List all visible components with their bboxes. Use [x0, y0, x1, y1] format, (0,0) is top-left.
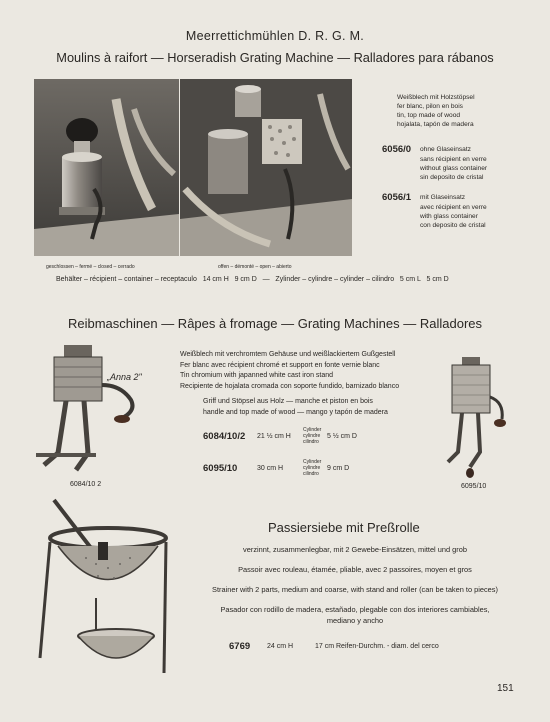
material-line: tin, top made of wood	[397, 112, 461, 119]
description-line: Strainer with 2 parts, medium and coarse, with stand and roller (can be taken to pieces)	[212, 585, 498, 594]
desc-line: con deposito de cristal	[420, 222, 486, 229]
mill-dimensions: Behälter – récipient – container – receptaculo 14 cm H 9 cm D — Zylinder – cylindre – cylinder – cilindro 5 cm L 5 cm D	[56, 276, 449, 283]
horseradish-mill-closed-image	[34, 79, 179, 256]
product-code: 6056/1	[382, 192, 412, 203]
desc-line: ohne Glaseinsatz	[420, 146, 471, 153]
material-line: hojalata, tapón de madera	[397, 121, 474, 128]
desc-line: avec récipient en verre	[420, 204, 487, 211]
anna-label: „Anna 2"	[107, 372, 142, 382]
cyl-line: cilindro	[303, 439, 319, 445]
strainer-title: Passiersiebe mit Preßrolle	[268, 520, 420, 535]
material-line: Weißblech mit Holzstöpsel	[397, 94, 475, 101]
page-heading: Meerrettichmühlen D. R. G. M.	[185, 29, 365, 43]
product-code: 6095/10	[203, 462, 238, 474]
product-6769	[229, 641, 439, 652]
product-dimensions: 17 cm Reifen-Durchm. - diam. del cerco	[315, 643, 439, 650]
grater-grip	[203, 397, 433, 418]
cyl-line: cylindre	[303, 433, 321, 439]
desc-line: with glass container	[420, 213, 478, 220]
grater-6095-image	[440, 357, 510, 481]
desc-line: without glass container	[420, 165, 488, 172]
desc-line: sans récipient en verre	[420, 156, 487, 163]
cyl-line: cylindre	[303, 465, 321, 471]
strainer-image	[36, 498, 176, 683]
grip-line: Griff und Stöpsel aus Holz — manche et piston en bois	[203, 398, 373, 405]
material-line: Tin chromium with japanned white cast iron stand	[180, 372, 334, 379]
grating-machines-title: Reibmaschinen — Râpes à fromage — Grating Machines — Ralladores	[67, 316, 483, 331]
cyl-line: Cylinder	[303, 459, 322, 465]
caption-closed: geschlossen – fermé – closed – cerrado	[46, 264, 135, 270]
product-6056-1	[382, 192, 542, 230]
product-diameter: 5 ½ cm D	[327, 432, 357, 440]
grip-line: handle and top made of wood — mango y tapón de madera	[203, 408, 388, 416]
grater-left-label: 6084/10 2	[70, 481, 102, 488]
photo-closed	[34, 79, 179, 256]
strainer-description	[170, 544, 540, 626]
page-number: 151	[497, 683, 514, 694]
caption-open: offen – démonté – open – abierto	[218, 264, 292, 270]
page-subheading: Moulins à raifort — Horseradish Grating Machine — Ralladores para rábanos	[56, 50, 494, 65]
product-6056-0	[382, 144, 542, 182]
description-line: Pasador con rodillo de madera, estañado, plegable con dos interiores cambiables,	[220, 605, 490, 614]
product-code: 6056/0	[382, 144, 412, 155]
product-height: 30 cm H	[257, 464, 284, 472]
cyl-line: cilindro	[303, 471, 319, 477]
product-code: 6084/10/2	[203, 430, 246, 442]
product-6084	[203, 427, 357, 445]
desc-line: sin deposito de cristal	[420, 174, 484, 181]
material-line: Weißblech mit verchromtem Gehäuse und weißlackiertem Gußgestell	[180, 351, 396, 358]
description-line: verzinnt, zusammenlegbar, mit 2 Gewebe-Einsätzen, mittel und grob	[243, 545, 467, 554]
mill-material	[397, 93, 537, 129]
product-diameter: 9 cm D	[327, 464, 350, 472]
product-height: 24 cm H	[267, 643, 294, 650]
product-height: 21 ½ cm H	[257, 432, 291, 440]
grater-right-label: 6095/10	[461, 483, 487, 490]
photo-open	[180, 79, 352, 256]
material-line: fer blanc, pilon en bois	[397, 103, 463, 110]
description-line: mediano y ancho	[326, 616, 384, 625]
grater-material	[180, 350, 450, 392]
material-line: Fer blanc avec récipient chromé et support en fonte vernie blanc	[180, 361, 380, 369]
horseradish-mill-open-image	[180, 79, 352, 256]
grater-anna-image	[36, 345, 146, 475]
product-code: 6769	[229, 641, 251, 652]
cyl-line: Cylinder	[303, 427, 322, 433]
product-6095	[203, 459, 349, 477]
description-line: Passoir avec rouleau, étamée, pliable, avec 2 passoires, moyen et gros	[238, 565, 472, 574]
material-line: Recipiente de hojalata cromada con soporte fundido, barnizado blanco	[180, 382, 400, 390]
desc-line: mit Glaseinsatz	[420, 194, 466, 201]
